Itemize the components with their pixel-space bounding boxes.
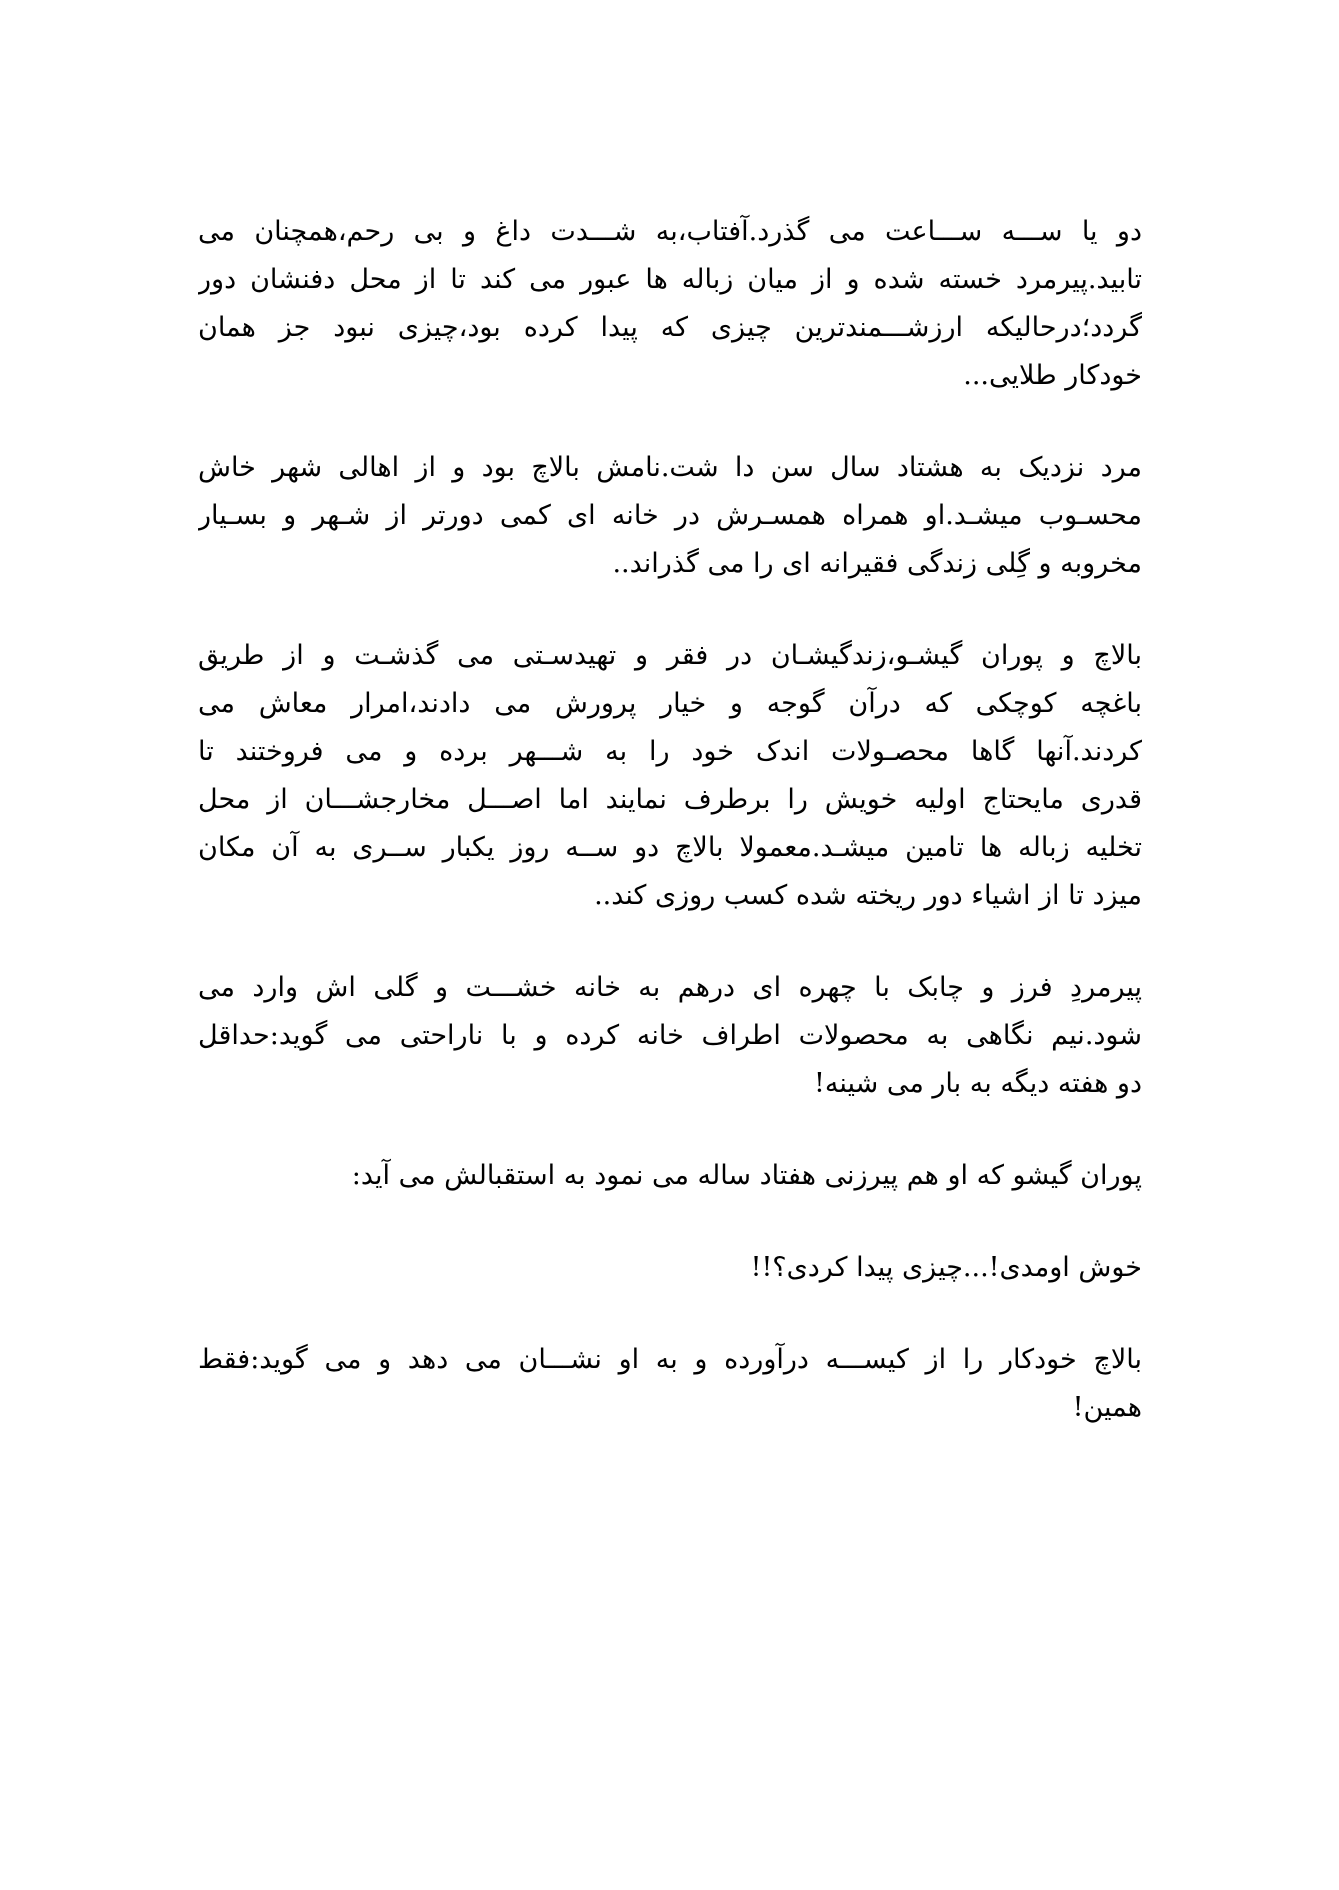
text-line: میزد تا از اشیاء دور ریخته شده کسب روزی کند..: [594, 880, 1142, 911]
text-line: قدری مایحتاج اولیه خویش را برطرف نمایند اما اصـــل مخارجشـــان از محل: [198, 784, 1142, 815]
text-line: تخلیه زباله ها تامین میشـد.معمولا بالاچ دو ســه روز یکبار ســری به آن مکان: [198, 832, 1142, 863]
paragraph-7: [198, 1336, 1142, 1432]
paragraph-5: [198, 1152, 1142, 1200]
paragraph-4: [198, 964, 1142, 1108]
paragraph-2: [198, 444, 1142, 588]
text-line: بالاچ خودکار را از کیســـه درآورده و به او نشـــان می دهد و می گوید:فقط: [198, 1344, 1142, 1375]
text-line: پوران گیشو که او هم پیرزنی هفتاد ساله می نمود به استقبالش می آید:: [351, 1160, 1142, 1191]
story-text: [198, 208, 1142, 1476]
text-line: همین!: [1072, 1392, 1142, 1423]
text-line: کردند.آنها گاها محصـولات اندک خود را به شـــهر برده و می فروختند تا: [198, 736, 1142, 767]
text-line: مرد نزدیک به هشتاد سال سن دا شت.نامش بالاچ بود و از اهالی شهر خاش: [198, 452, 1142, 483]
text-line: گردد؛درحالیکه ارزشـــمندترین چیزی که پیدا کرده بود،چیزی نبود جز همان: [198, 312, 1142, 343]
paragraph-1: [198, 208, 1142, 400]
text-line: خودکار طلایی...: [963, 360, 1142, 391]
text-line: بالاچ و پوران گیشـو،زندگیشـان در فقر و تهیدسـتی می گذشـت و از طریق: [198, 640, 1142, 671]
paragraph-6: [198, 1244, 1142, 1292]
text-line: مخروبه و گِلی زندگی فقیرانه ای را می گذراند..: [612, 548, 1142, 579]
text-line: محسـوب میشـد.او همراه همسـرش در خانه ای کمی دورتر از شـهر و بسـیار: [198, 500, 1142, 531]
text-line: تابید.پیرمرد خسته شده و از میان زباله ها عبور می کند تا از محل دفنشان دور: [198, 264, 1142, 295]
text-line: پیرمردِ فرز و چابک با چهره ای درهم به خانه خشـــت و گلی اش وارد می: [198, 972, 1142, 1003]
paragraph-3: [198, 632, 1142, 920]
text-line: دو یا ســـه ســـاعت می گذرد.آفتاب،به شـــدت داغ و بی رحم،همچنان می: [198, 216, 1142, 247]
text-line: خوش اومدی!...چیزی پیدا کردی؟!!: [750, 1252, 1142, 1283]
text-line: باغچه کوچکی که درآن گوجه و خیار پرورش می دادند،امرار معاش می: [198, 688, 1142, 719]
text-line: شود.نیم نگاهی به محصولات اطراف خانه کرده و با ناراحتی می گوید:حداقل: [198, 1020, 1142, 1051]
text-line: دو هفته دیگه به بار می شینه!: [814, 1068, 1142, 1099]
